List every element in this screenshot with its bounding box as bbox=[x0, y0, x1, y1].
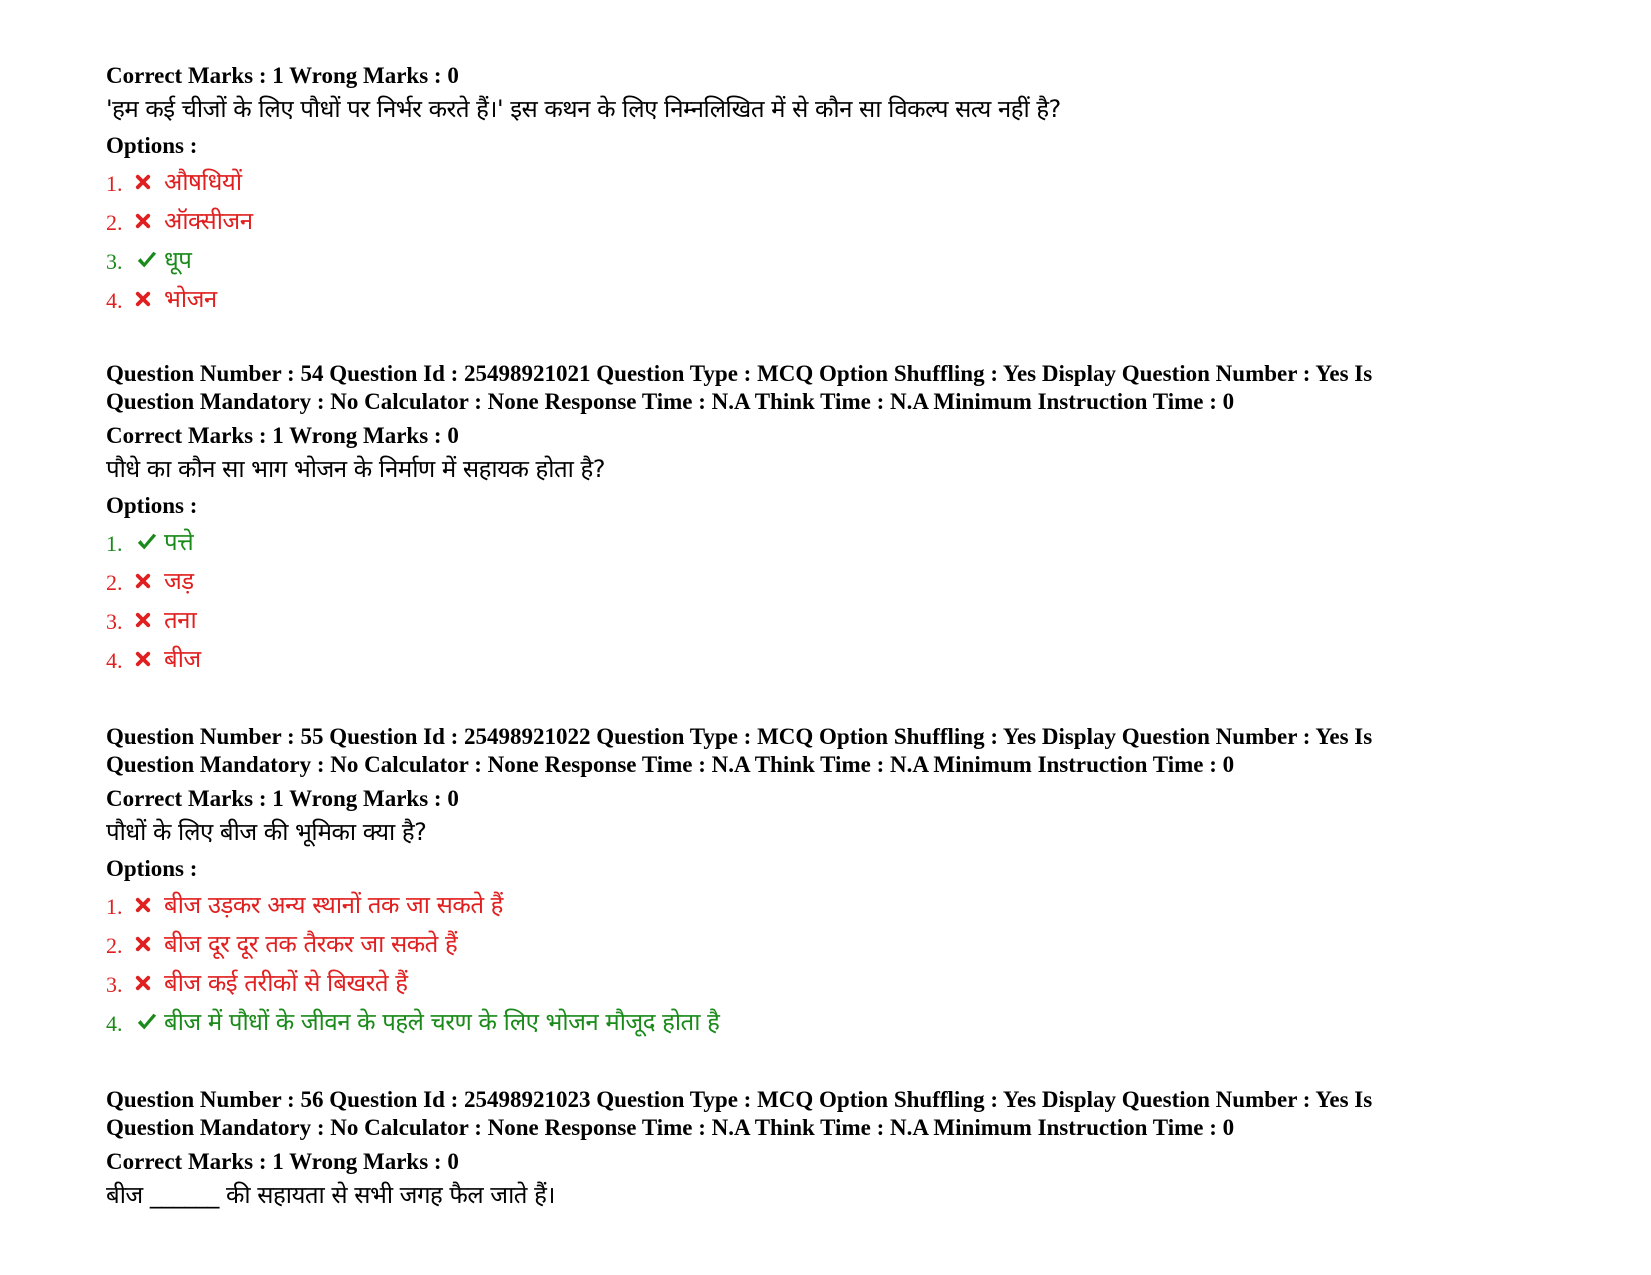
option-item bbox=[106, 279, 1526, 318]
option-number: 4. bbox=[106, 1010, 123, 1036]
option-item bbox=[106, 639, 1526, 678]
options-list bbox=[106, 162, 1526, 318]
question-block-56 bbox=[106, 1086, 1526, 1212]
option-number: 4. bbox=[106, 647, 123, 673]
option-item bbox=[106, 561, 1526, 600]
option-item bbox=[106, 600, 1526, 639]
options-list bbox=[106, 522, 1526, 678]
option-text: बीज दूर दूर तक तैरकर जा सकते हैं bbox=[164, 930, 458, 958]
option-text: बीज में पौधों के जीवन के पहले चरण के लिए भोजन मौजूद होता है bbox=[164, 1008, 720, 1036]
cross-icon bbox=[134, 970, 164, 996]
question-meta-line-1: Question Number : 55 Question Id : 25498921022 Question Type : MCQ Option Shuffling : Yes Display Question Number : Yes Is bbox=[106, 724, 1373, 749]
option-text: बीज उड़कर अन्य स्थानों तक जा सकते हैं bbox=[164, 891, 503, 919]
question-block-55 bbox=[106, 723, 1526, 1041]
option-item bbox=[106, 240, 1526, 279]
option-item bbox=[106, 522, 1526, 561]
cross-icon bbox=[134, 931, 164, 957]
check-icon bbox=[134, 1009, 164, 1035]
cross-icon bbox=[134, 568, 164, 594]
option-number: 2. bbox=[106, 569, 123, 595]
option-number: 1. bbox=[106, 530, 123, 556]
option-text: धूप bbox=[164, 246, 192, 274]
question-text: बीज ______ की सहायता से सभी जगह फैल जाते हैं। bbox=[106, 1181, 555, 1209]
option-number: 2. bbox=[106, 932, 123, 958]
option-item bbox=[106, 963, 1526, 1002]
cross-icon bbox=[134, 892, 164, 918]
question-meta-line-1: Question Number : 56 Question Id : 25498921023 Question Type : MCQ Option Shuffling : Yes Display Question Number : Yes Is bbox=[106, 1087, 1373, 1112]
option-item bbox=[106, 924, 1526, 963]
marks-line: Correct Marks : 1 Wrong Marks : 0 bbox=[106, 63, 459, 88]
cross-icon bbox=[134, 607, 164, 633]
option-item bbox=[106, 885, 1526, 924]
option-text: जड़ bbox=[164, 567, 194, 595]
question-meta-line-1: Question Number : 54 Question Id : 25498921021 Question Type : MCQ Option Shuffling : Yes Display Question Number : Yes Is bbox=[106, 361, 1373, 386]
marks-line: Correct Marks : 1 Wrong Marks : 0 bbox=[106, 786, 459, 811]
option-number: 3. bbox=[106, 608, 123, 634]
option-item bbox=[106, 1002, 1526, 1041]
option-text: ऑक्सीजन bbox=[164, 207, 253, 235]
option-text: तना bbox=[164, 606, 197, 634]
question-text: पौधों के लिए बीज की भूमिका क्या है? bbox=[106, 818, 427, 846]
cross-icon bbox=[134, 286, 164, 312]
question-text: 'हम कई चीजों के लिए पौधों पर निर्भर करते हैं।' इस कथन के लिए निम्नलिखित में से कौन सा विकल्प सत्य नहीं है? bbox=[106, 95, 1061, 123]
question-meta-line-2: Question Mandatory : No Calculator : None Response Time : N.A Think Time : N.A Minimum Instruction Time : 0 bbox=[106, 1115, 1235, 1140]
question-meta-line-2: Question Mandatory : No Calculator : None Response Time : N.A Think Time : N.A Minimum Instruction Time : 0 bbox=[106, 752, 1235, 777]
question-meta-line-2: Question Mandatory : No Calculator : None Response Time : N.A Think Time : N.A Minimum Instruction Time : 0 bbox=[106, 389, 1235, 414]
option-number: 1. bbox=[106, 893, 123, 919]
option-item bbox=[106, 201, 1526, 240]
check-icon bbox=[134, 247, 164, 273]
options-label: Options : bbox=[106, 133, 198, 158]
cross-icon bbox=[134, 646, 164, 672]
option-number: 2. bbox=[106, 209, 123, 235]
question-text: पौधे का कौन सा भाग भोजन के निर्माण में सहायक होता है? bbox=[106, 455, 606, 483]
question-block-53 bbox=[106, 62, 1526, 318]
option-text: बीज bbox=[164, 645, 201, 673]
cross-icon bbox=[134, 169, 164, 195]
option-number: 1. bbox=[106, 170, 123, 196]
option-number: 4. bbox=[106, 287, 123, 313]
marks-line: Correct Marks : 1 Wrong Marks : 0 bbox=[106, 1149, 459, 1174]
options-list bbox=[106, 885, 1526, 1041]
option-text: पत्ते bbox=[164, 528, 194, 556]
question-block-54 bbox=[106, 360, 1526, 678]
options-label: Options : bbox=[106, 493, 198, 518]
option-item bbox=[106, 162, 1526, 201]
option-text: बीज कई तरीकों से बिखरते हैं bbox=[164, 969, 408, 997]
option-text: भोजन bbox=[164, 285, 217, 313]
check-icon bbox=[134, 529, 164, 555]
options-label: Options : bbox=[106, 856, 198, 881]
option-number: 3. bbox=[106, 248, 123, 274]
cross-icon bbox=[134, 208, 164, 234]
marks-line: Correct Marks : 1 Wrong Marks : 0 bbox=[106, 423, 459, 448]
option-text: औषधियों bbox=[164, 168, 242, 196]
option-number: 3. bbox=[106, 971, 123, 997]
